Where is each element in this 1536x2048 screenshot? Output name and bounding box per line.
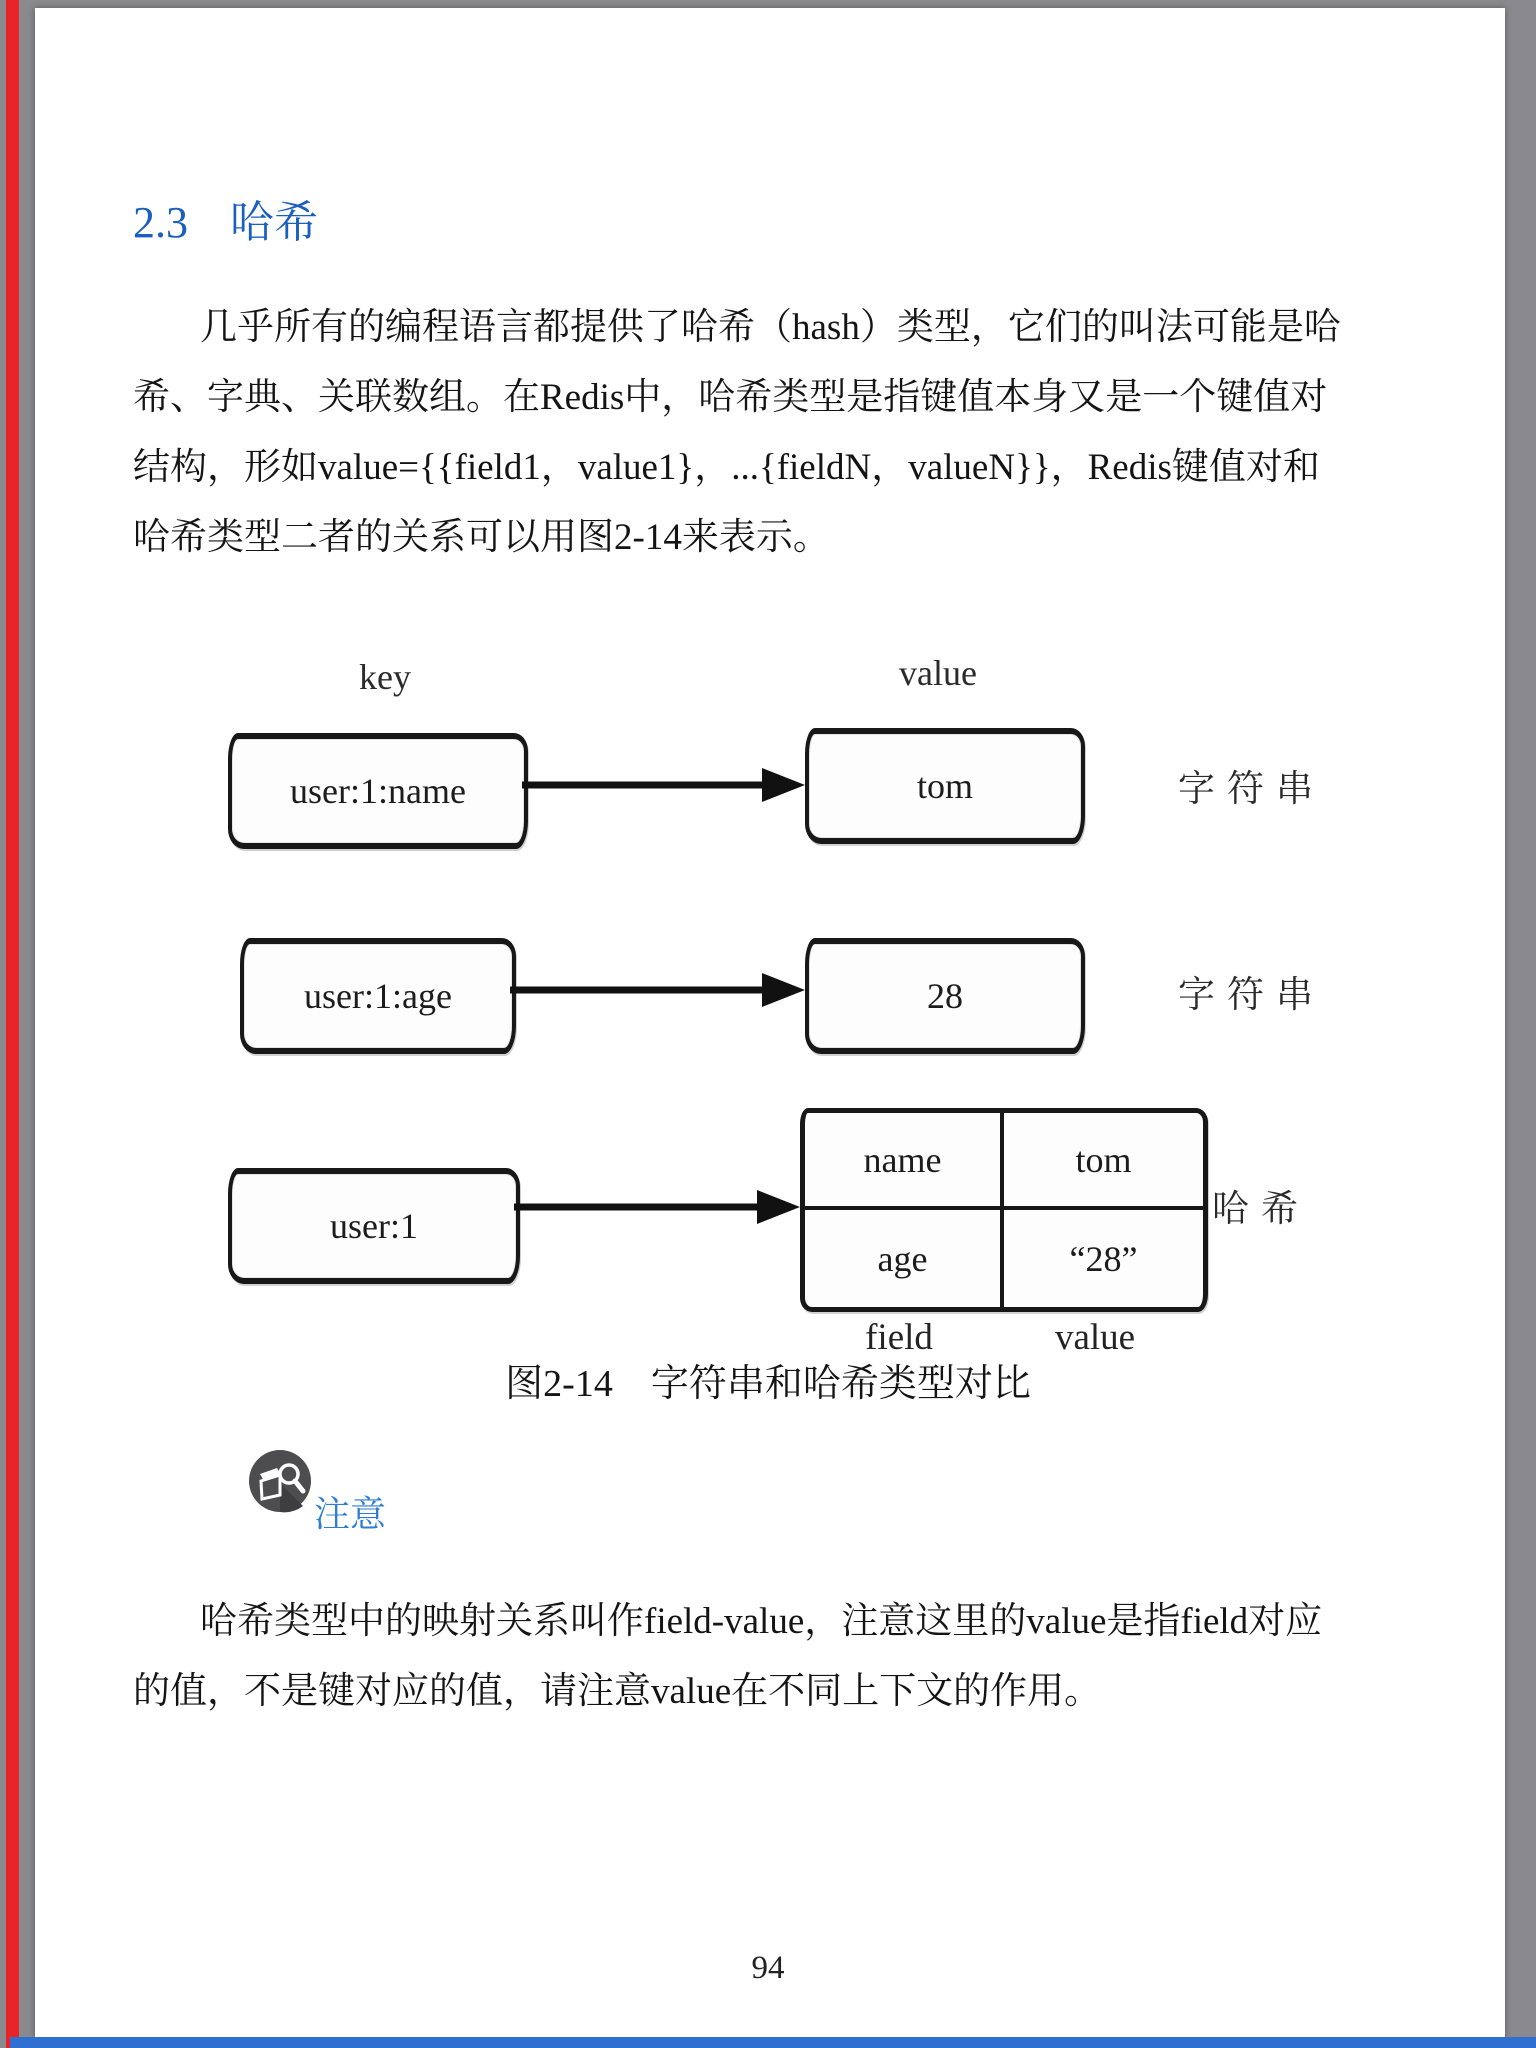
paragraph1-line4: 哈希类型二者的关系可以用图2-14来表示。 xyxy=(133,517,830,558)
key-box-user-1-name xyxy=(228,733,528,849)
hash-cell-field-name: name xyxy=(805,1113,1004,1210)
hash-cell-value-tom: tom xyxy=(1004,1113,1203,1210)
type-label-row1: 字符串 xyxy=(1178,769,1325,810)
key-box-user-1-text: user:1 xyxy=(330,1206,418,1246)
paragraph1-line3: 结构，形如value={{field1，value1}，...{fieldN，valueN}}，Redis键值对和 xyxy=(133,447,1320,488)
arrow-row2 xyxy=(510,968,805,1012)
page-number: 94 xyxy=(751,1950,785,1986)
paragraph1-line2: 希、字典、关联数组。在Redis中，哈希类型是指键值本身又是一个键值对 xyxy=(133,377,1328,418)
key-box-user-1-age-text: user:1:age xyxy=(304,976,452,1016)
type-label-row2: 字符串 xyxy=(1178,975,1325,1016)
arrow-row3 xyxy=(514,1185,800,1229)
note-label: 注意 xyxy=(314,1494,387,1534)
value-box-28 xyxy=(805,938,1085,1054)
paragraph2-line1: 哈希类型中的映射关系叫作field-value，注意这里的value是指field对应 xyxy=(200,1601,1323,1642)
paragraph1-line1: 几乎所有的编程语言都提供了哈希（hash）类型，它们的叫法可能是哈 xyxy=(200,307,1341,348)
section-heading xyxy=(133,186,318,250)
key-box-user-1 xyxy=(228,1168,520,1284)
table-col-label-value: value xyxy=(1054,1317,1136,1358)
table-col-label-field: field xyxy=(865,1317,933,1358)
key-box-user-1-name-text: user:1:name xyxy=(290,771,466,811)
hash-cell-value-28: “28” xyxy=(1069,1238,1138,1279)
paragraph2-line2: 的值，不是键对应的值，请注意value在不同上下文的作用。 xyxy=(133,1671,1102,1712)
value-box-tom xyxy=(805,728,1085,844)
diagram-key-column-label: key xyxy=(359,657,411,697)
value-box-tom-text: tom xyxy=(916,766,973,806)
key-box-user-1-age xyxy=(240,938,516,1054)
note-box-magnifier-icon xyxy=(247,1448,315,1516)
type-label-row3: 哈希 xyxy=(1212,1189,1310,1230)
section-title: 哈希 xyxy=(230,198,318,247)
bottom-edge-blue-bar xyxy=(10,2037,1536,2048)
left-edge-red-bar xyxy=(6,0,19,2048)
hash-table xyxy=(800,1108,1208,1312)
section-number: 2.3 xyxy=(133,198,188,247)
figure-caption: 图2-14 字符串和哈希类型对比 xyxy=(505,1363,1031,1405)
arrow-row1 xyxy=(522,763,805,807)
hash-cell-field-age: age xyxy=(805,1210,1004,1307)
diagram-value-column-label: value xyxy=(899,653,977,693)
value-box-28-text: 28 xyxy=(927,976,963,1016)
